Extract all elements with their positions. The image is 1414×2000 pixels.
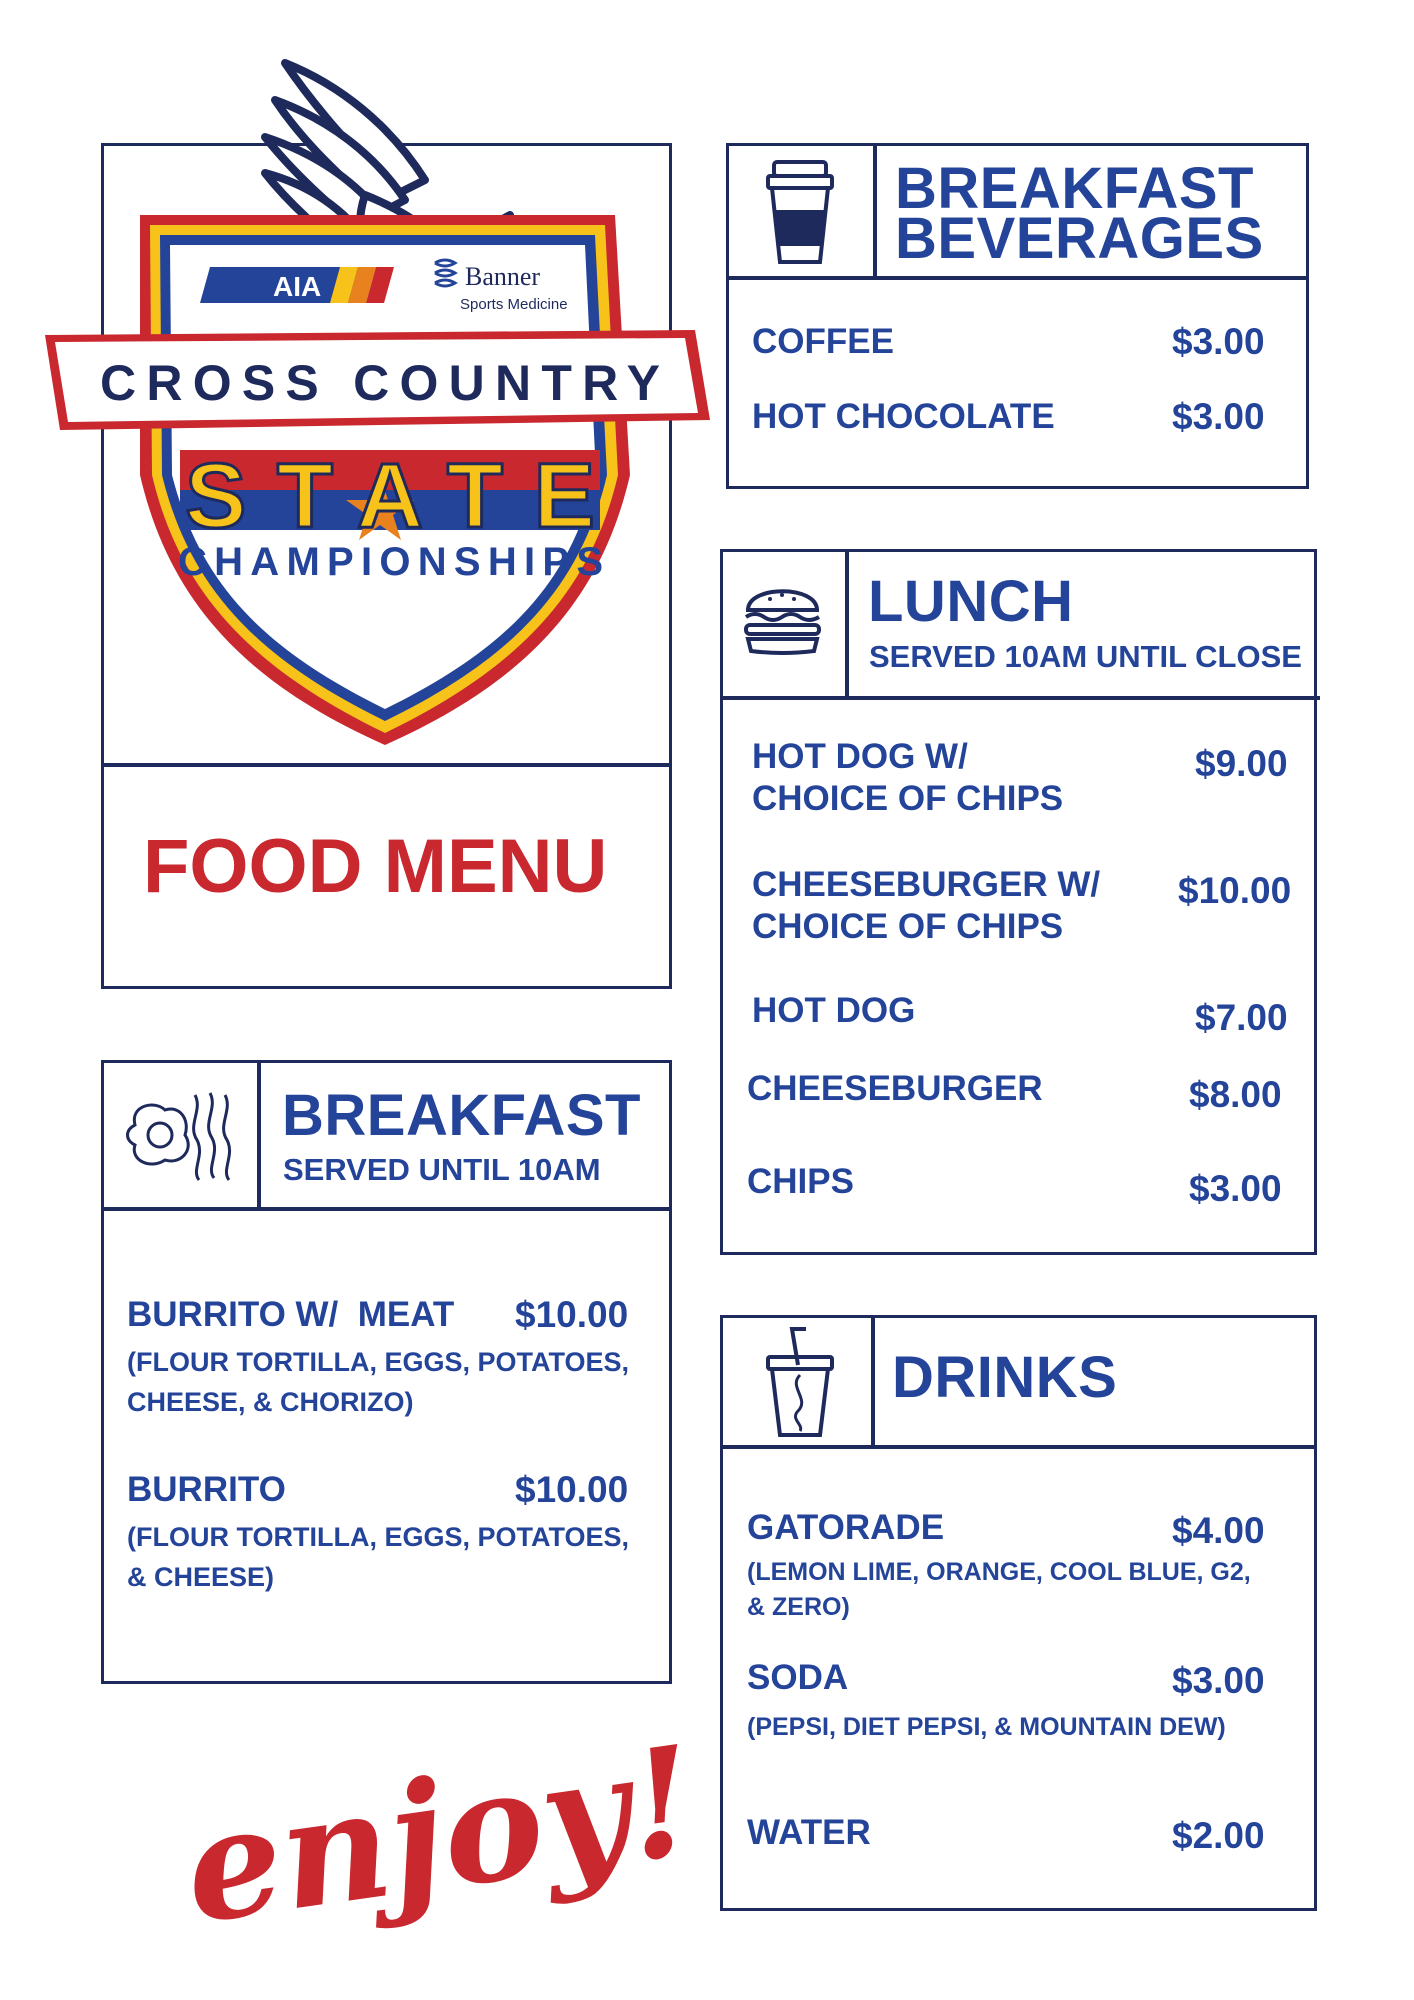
championship-logo xyxy=(40,45,740,765)
lunch-icon-divider xyxy=(845,549,849,698)
coffee-cup-icon xyxy=(760,158,840,268)
enjoy-text: enjoy! xyxy=(174,1712,706,1958)
lunch-item-price: $7.00 xyxy=(1195,997,1288,1038)
breakfast-item-description: (FLOUR TORTILLA, EGGS, POTATOES, CHEESE, & CHORIZO) xyxy=(127,1347,630,1417)
drinks-item-description: (LEMON LIME, ORANGE, COOL BLUE, G2, & ZERO) xyxy=(747,1558,1251,1621)
lunch-item-name: HOT DOG xyxy=(752,991,916,1030)
lunch-item-price: $8.00 xyxy=(1189,1074,1282,1115)
breakfast-item-price: $10.00 xyxy=(515,1469,629,1510)
beverage-item-name: COFFEE xyxy=(752,322,894,361)
beverage-item-price: $3.00 xyxy=(1172,321,1265,362)
lunch-title: LUNCH xyxy=(868,569,1074,634)
burger-icon xyxy=(740,575,825,660)
breakfast-title: BREAKFAST xyxy=(282,1083,641,1148)
menu-title: FOOD MENU xyxy=(143,824,608,909)
drinks-item-name: WATER xyxy=(747,1813,871,1852)
lunch-subtitle: SERVED 10AM UNTIL CLOSE xyxy=(869,639,1302,674)
lunch-item-name-line2: CHOICE OF CHIPS xyxy=(752,907,1064,946)
drinks-header-divider xyxy=(720,1445,1317,1449)
beverage-item-price: $3.00 xyxy=(1172,396,1265,437)
lunch-header-divider xyxy=(720,696,1320,700)
lunch-item-name: HOT DOG W/ xyxy=(752,737,968,776)
breakfast-item-name: BURRITO W/ MEAT xyxy=(127,1295,455,1334)
drinks-item-price: $4.00 xyxy=(1172,1510,1265,1551)
drinks-item-name: GATORADE xyxy=(747,1508,945,1547)
beverages-title-line2: BEVERAGES xyxy=(895,206,1264,271)
banner-text: Banner xyxy=(465,262,541,291)
drinks-item-price: $3.00 xyxy=(1172,1660,1265,1701)
lunch-item-name-line2: CHOICE OF CHIPS xyxy=(752,779,1064,818)
beverages-icon-divider xyxy=(873,143,877,278)
lunch-item-price: $3.00 xyxy=(1189,1168,1282,1209)
drinks-item-name: SODA xyxy=(747,1658,849,1697)
lunch-item-name: CHEESEBURGER W/ xyxy=(752,865,1101,904)
lunch-item-name: CHEESEBURGER xyxy=(747,1069,1043,1108)
banner-sub-text: Sports Medicine xyxy=(460,296,568,313)
aia-text: AIA xyxy=(273,271,322,302)
breakfast-subtitle: SERVED UNTIL 10AM xyxy=(283,1152,601,1187)
state-text: STATE xyxy=(185,445,595,547)
breakfast-item-name: BURRITO xyxy=(127,1470,286,1509)
drinks-item-price: $2.00 xyxy=(1172,1815,1265,1856)
beverages-title-line1: BREAKFAST xyxy=(895,156,1254,221)
beverage-item-name: HOT CHOCOLATE xyxy=(752,397,1055,436)
lunch-item-price: $10.00 xyxy=(1178,870,1292,911)
beverages-header-divider xyxy=(726,276,1309,280)
breakfast-header-divider xyxy=(101,1207,672,1211)
championships-text: CHAMPIONSHIPS xyxy=(178,540,603,584)
drinks-icon-divider xyxy=(871,1315,875,1447)
breakfast-item-price: $10.00 xyxy=(515,1294,629,1335)
egg-bacon-icon xyxy=(125,1085,240,1185)
drink-cup-icon xyxy=(760,1325,840,1440)
lunch-item-price: $9.00 xyxy=(1195,743,1288,784)
lunch-item-name: CHIPS xyxy=(747,1162,854,1201)
breakfast-item-description: (FLOUR TORTILLA, EGGS, POTATOES, & CHEESE) xyxy=(127,1522,630,1592)
enjoy-lettering xyxy=(174,1712,706,1958)
drinks-title: DRINKS xyxy=(892,1345,1118,1410)
cross-country-text: CROSS COUNTRY xyxy=(100,355,660,411)
breakfast-icon-divider xyxy=(257,1060,261,1209)
drinks-item-description: (PEPSI, DIET PEPSI, & MOUNTAIN DEW) xyxy=(747,1713,1226,1741)
